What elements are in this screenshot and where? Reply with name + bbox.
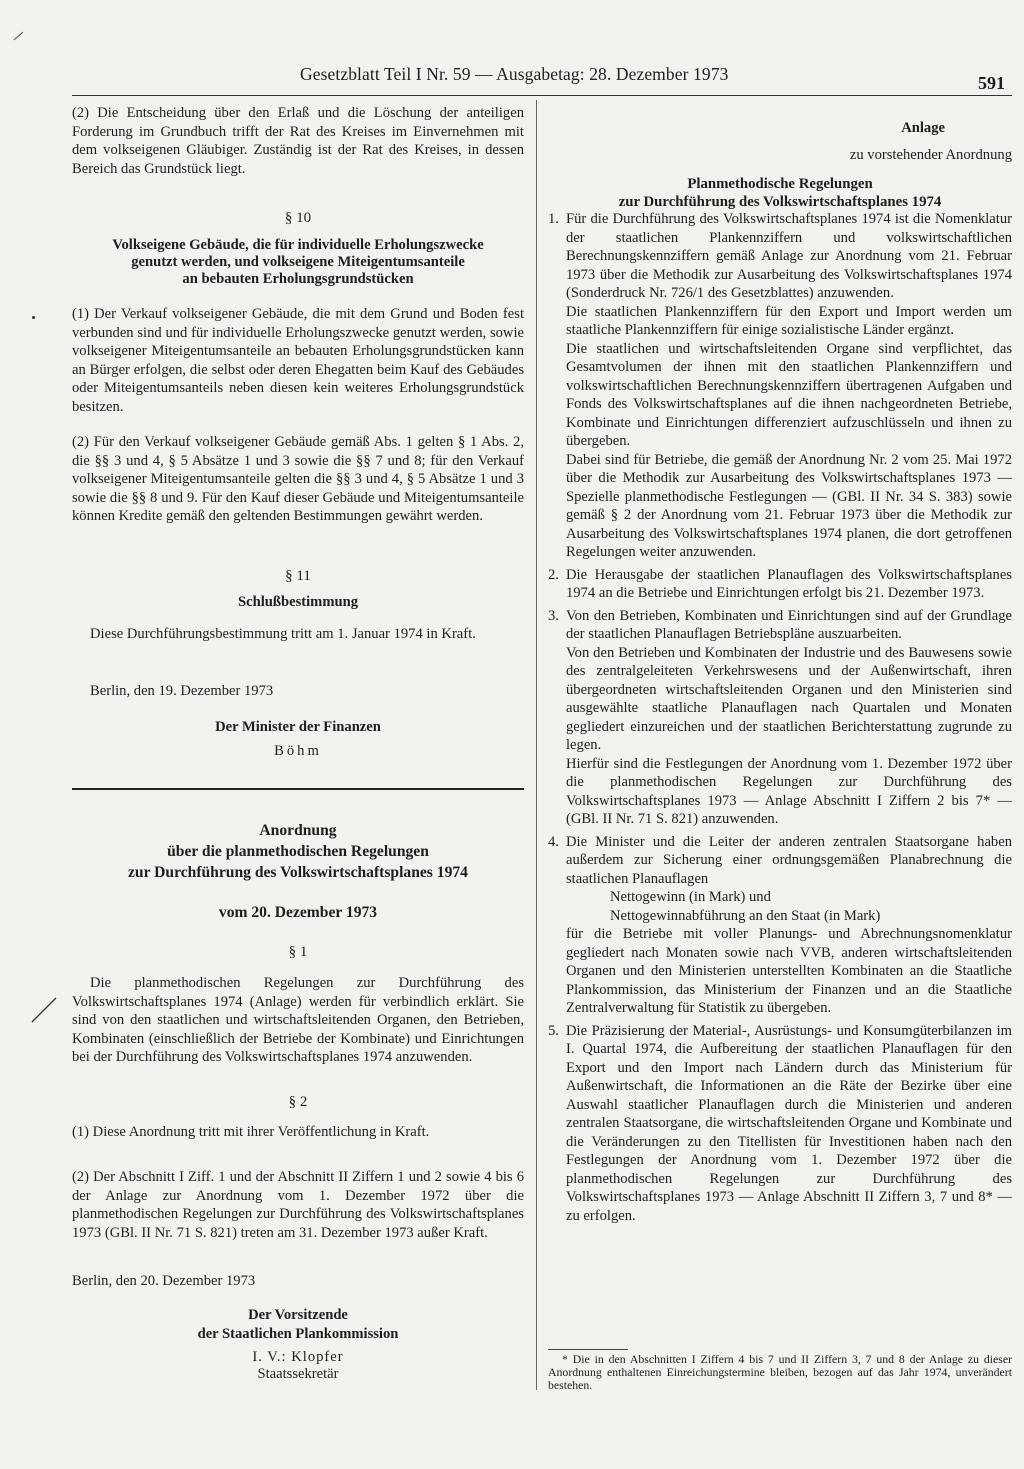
item-1-para-b: Die staatlichen Plankennziffern für den Export und Import werden um staatliche Plankennziffern für einige sozialistische Länder ergänzt. <box>566 303 1012 338</box>
scan-mark-icon <box>12 30 26 42</box>
s11-title: Schlußbestimmung <box>237 594 359 610</box>
item-4-line-c: Nettogewinnabführung an den Staat (in Mark) <box>610 907 881 924</box>
d2-para-1: (1) Diese Anordnung tritt mit ihrer Veröffentlichung in Kraft. <box>72 1124 430 1140</box>
item-number: 5. <box>548 1022 559 1039</box>
s10-para-1: (1) Der Verkauf volkseigener Gebäude, die mit dem Grund und Boden fest verbunden sind und für individuelle Erholungszwecke genutzt werden, sowie volkseigener Miteigentumsanteile an bebauten Erholungsgrundstücken kann an Bürger erfolgen, die selbst oder deren Ehegatten beim Kauf des Gebäudes oder Miteigentumsanteils neben diesen kein weiteres Erholungsgrundstück besitzen. <box>72 306 524 415</box>
margin-dot <box>32 316 35 319</box>
item-1-para-c: Die staatlichen und wirtschaftsleitenden Organe sind verpflichtet, das Gesamtvolumen der ihnen mit den staatlichen Plankennziffern und volkswirtschaftlichen Berechnungskennziffern übertragenen Aufgaben und Fonds des Volkswirtschaftsplanes auf die ihnen nachgeordneten Betriebe, Kombinate und Einrichtungen differenziert aufzuschlüsseln und ihnen zu übergeben. <box>566 340 1012 449</box>
footnote: * Die in den Abschnitten I Ziffern 4 bis 7 und II Ziffern 3, 7 und 8 der Anlage zu dieser Anordnung enthaltenen Einreichungstermine bleiben, bezogen auf das Jahr 1974, unverändert bestehen. <box>548 1352 1012 1393</box>
annex-item-2 <box>548 566 1012 603</box>
annex-item-1 <box>548 210 1012 562</box>
s10-title-line-3: an bebauten Erholungsgrundstücken <box>182 271 414 287</box>
s10-para-2: (2) Für den Verkauf volkseigener Gebäude gemäß Abs. 1 gelten § 1 Abs. 2, die §§ 3 und 4, § 5 Absätze 1 und 3 sowie die §§ 7 und 8; für den Verkauf volkseigener Miteigentumsanteile gelten die §§ 3 und 4, § 5 Absätze 1 und 3 sowie die §§ 8 und 9. Für den Kauf dieser Gebäude und Miteigentumsanteile können Kredite gemäß den geltenden Bestimmungen gewährt werden. <box>72 434 524 524</box>
item-3-para-b: Von den Betrieben und Kombinaten der Industrie und des Bauwesens sowie des zentralgeleiteten Verkehrswesens und der Außenwirtschaft, ihren übergeordneten wirtschaftsleitenden Organen und den Ministerien sind ausgewählte staatliche Planauflagen nach Quartalen und Monaten gegliedert einzureichen und der staatlichen Berichterstattung zugrunde zu legen. <box>566 644 1012 753</box>
annex-label: Anlage <box>901 120 945 136</box>
item-4-para-d: für die Betriebe mit voller Planungs- und Abrechnungsnomenklatur gegliedert nach Monaten sowie nach VVB, anderen wirtschaftsleitenden Organen und den Ministerien unterstellten Kombinaten an die Staatliche Plankommission, das Ministerium der Finanzen und an die Staatliche Zentralverwaltung für Statistik zu übergeben. <box>566 926 1012 1016</box>
running-header: Gesetzblatt Teil I Nr. 59 — Ausgabetag: 28. Dezember 1973 <box>300 64 729 84</box>
item-3-para-c: Hierfür sind die Festlegungen der Anordnung vom 1. Dezember 1972 über die planmethodischen Regelungen zur Durchführung des Volkswirtschaftsplanes 1973 — Anlage Abschnitt I Ziffern 2 bis 7* — (GBl. II Nr. 71 S. 821) anzuwenden. <box>566 755 1012 827</box>
decree-title-line-2: über die planmethodischen Regelungen <box>167 843 429 860</box>
para-2: (2) Die Entscheidung über den Erlaß und die Löschung der anteiligen Forderung im Grundbuch trifft der Rat des Kreises im Einvernehmen mit dem volkseigenen Gläubiger. Zuständig ist der Rat des Kreises, in dessen Bereich das Grundstück liegt. <box>72 105 524 177</box>
header-rule <box>72 95 1012 96</box>
pen-stroke-icon <box>30 996 58 1024</box>
item-number: 1. <box>548 211 559 227</box>
s11-text: Diese Durchführungsbestimmung tritt am 1. Januar 1974 in Kraft. <box>90 626 476 642</box>
section-rule <box>72 788 524 790</box>
signer-role-2: Staatssekretär <box>257 1366 339 1382</box>
signer-title-1: Der Minister der Finanzen <box>215 719 381 735</box>
d2-para-2: (2) Der Abschnitt I Ziff. 1 und der Abschnitt II Ziffern 1 und 2 sowie 4 bis 6 der Anlage zur Anordnung vom 1. Dezember 1972 über die planmethodischen Regelungen zur Durchführung des Volkswirtschaftsplanes 1973 (GBl. II Nr. 71 S. 821) treten am 31. Dezember 1973 außer Kraft. <box>72 1169 524 1241</box>
signer-title-2 <box>72 1306 524 1344</box>
decree-date: vom 20. Dezember 1973 <box>218 904 378 921</box>
item-1-para-d: Dabei sind für Betriebe, die gemäß der Anordnung Nr. 2 vom 25. Mai 1972 über die Methodik zur Ausarbeitung des Volkswirtschaftsplanes 1973 — Spezielle planmethodische Festlegungen — (GBl. II Nr. 34 S. 383) sowie gemäß § 2 der Anordnung vom 21. Februar 1973 über die Methodik zur Ausarbeitung des Volkswirtschaftsplanes 1974 planen, die dort getroffenen Regelungen weiter anzuwenden. <box>566 451 1012 560</box>
place-date-2: Berlin, den 20. Dezember 1973 <box>72 1273 256 1289</box>
item-3-para-a: Von den Betrieben, Kombinaten und Einrichtungen sind auf der Grundlage der staatlichen Planauflagen Betriebspläne auszuarbeiten. <box>566 607 1012 642</box>
annex-title-line-2: zur Durchführung des Volkswirtschaftsplanes 1974 <box>618 194 942 210</box>
s10-title-line-1: Volkseigene Gebäude, die für individuelle Erholungszwecke <box>112 237 484 253</box>
s11-number: § 11 <box>285 568 311 584</box>
item-1-para-a: Für die Durchführung des Volkswirtschaftsplanes 1974 ist die Nomenklatur der staatlichen Plankennziffern und volkswirtschaftlichen Berechnungskennziffern gemäß Anlage zur Anordnung vom 21. Februar 1973 über die Methodik zur Ausarbeitung des Volkswirtschaftsplanes 1974 (Sonderdruck Nr. 726/1 des Gesetzblattes) anzuwenden. <box>566 211 1012 301</box>
item-4-line-b: Nettogewinn (in Mark) und <box>610 889 771 905</box>
s10-title-line-2: genutzt werden, und volkseigene Miteigentumsanteile <box>131 254 465 270</box>
s10-title <box>72 237 524 288</box>
page-number: 591 <box>978 73 1005 93</box>
s10-number: § 10 <box>284 210 312 226</box>
item-number: 3. <box>548 607 559 624</box>
item-number: 2. <box>548 566 559 583</box>
decree-title-line-3: zur Durchführung des Volkswirtschaftsplanes 1974 <box>128 864 468 881</box>
annex-title <box>548 175 1012 211</box>
annex-item-5 <box>548 1022 1012 1226</box>
signer-name-2: I. V.: Klopfer <box>252 1349 344 1365</box>
decree-title-line-1: Anordnung <box>259 822 337 839</box>
signer-title-2a: Der Vorsitzende <box>248 1307 348 1323</box>
place-date-1: Berlin, den 19. Dezember 1973 <box>90 683 274 699</box>
d1-text: Die planmethodischen Regelungen zur Durchführung des Volkswirtschaftsplanes 1974 (Anlage) werden für verbindlich erklärt. Sie sind von den staatlichen und wirtschaftsleitenden Organen, den Betrieben, Kombinaten (einschließlich der Betriebe der Kombinate) und Einrichtungen bei der Durchführung des Volkswirtschaftsplanes 1974 anzuwenden. <box>72 975 524 1065</box>
d2-number: § 2 <box>288 1094 308 1110</box>
item-number: 4. <box>548 833 559 850</box>
d1-number: § 1 <box>288 944 308 960</box>
signer-name-1: Böhm <box>274 743 322 759</box>
annex-subtitle: zu vorstehender Anordnung <box>849 147 1012 163</box>
annex-item-3 <box>548 607 1012 829</box>
annex-item-4 <box>548 833 1012 1018</box>
signer-title-2b: der Staatlichen Plankommission <box>197 1326 399 1342</box>
decree-title <box>72 820 524 883</box>
item-2-text: Die Herausgabe der staatlichen Planauflagen des Volkswirtschaftsplanes 1974 an die Betriebe und Einrichtungen erfolgt bis 21. Dezember 1973. <box>566 566 1012 601</box>
annex-items <box>548 210 1012 1225</box>
item-4-para-a: Die Minister und die Leiter der anderen zentralen Staatsorgane haben außerdem zur Sicherung einer ordnungsgemäßen Planabrechnung die staatlichen Planauflagen <box>566 833 1012 887</box>
item-5-text: Die Präzisierung der Material-, Ausrüstungs- und Konsumgüterbilanzen im I. Quartal 1974, die Aufbereitung der staatlichen Planauflagen für den Export und den Import nach Ländern durch das Ministerium für Außenwirtschaft, die Informationen an die Räte der Bezirke über eine Auswahl staatlicher Planauflagen durch die Ministerien und anderen zentralen Staatsorgane, die wirtschaftsleitenden Organe und Kombinate und die Veränderungen zu den Titellisten für Investitionen haben nach den Festlegungen der Anordnung vom 1. Dezember 1972 über die planmethodischen Regelungen zur Durchführung des Volkswirtschaftsplanes 1973 — Anlage Abschnitt II Ziffern 3, 7 und 8* — zu erfolgen. <box>566 1022 1012 1224</box>
annex-title-line-1: Planmethodische Regelungen <box>687 176 873 192</box>
column-divider <box>536 100 537 1390</box>
footnote-rule <box>548 1349 628 1350</box>
